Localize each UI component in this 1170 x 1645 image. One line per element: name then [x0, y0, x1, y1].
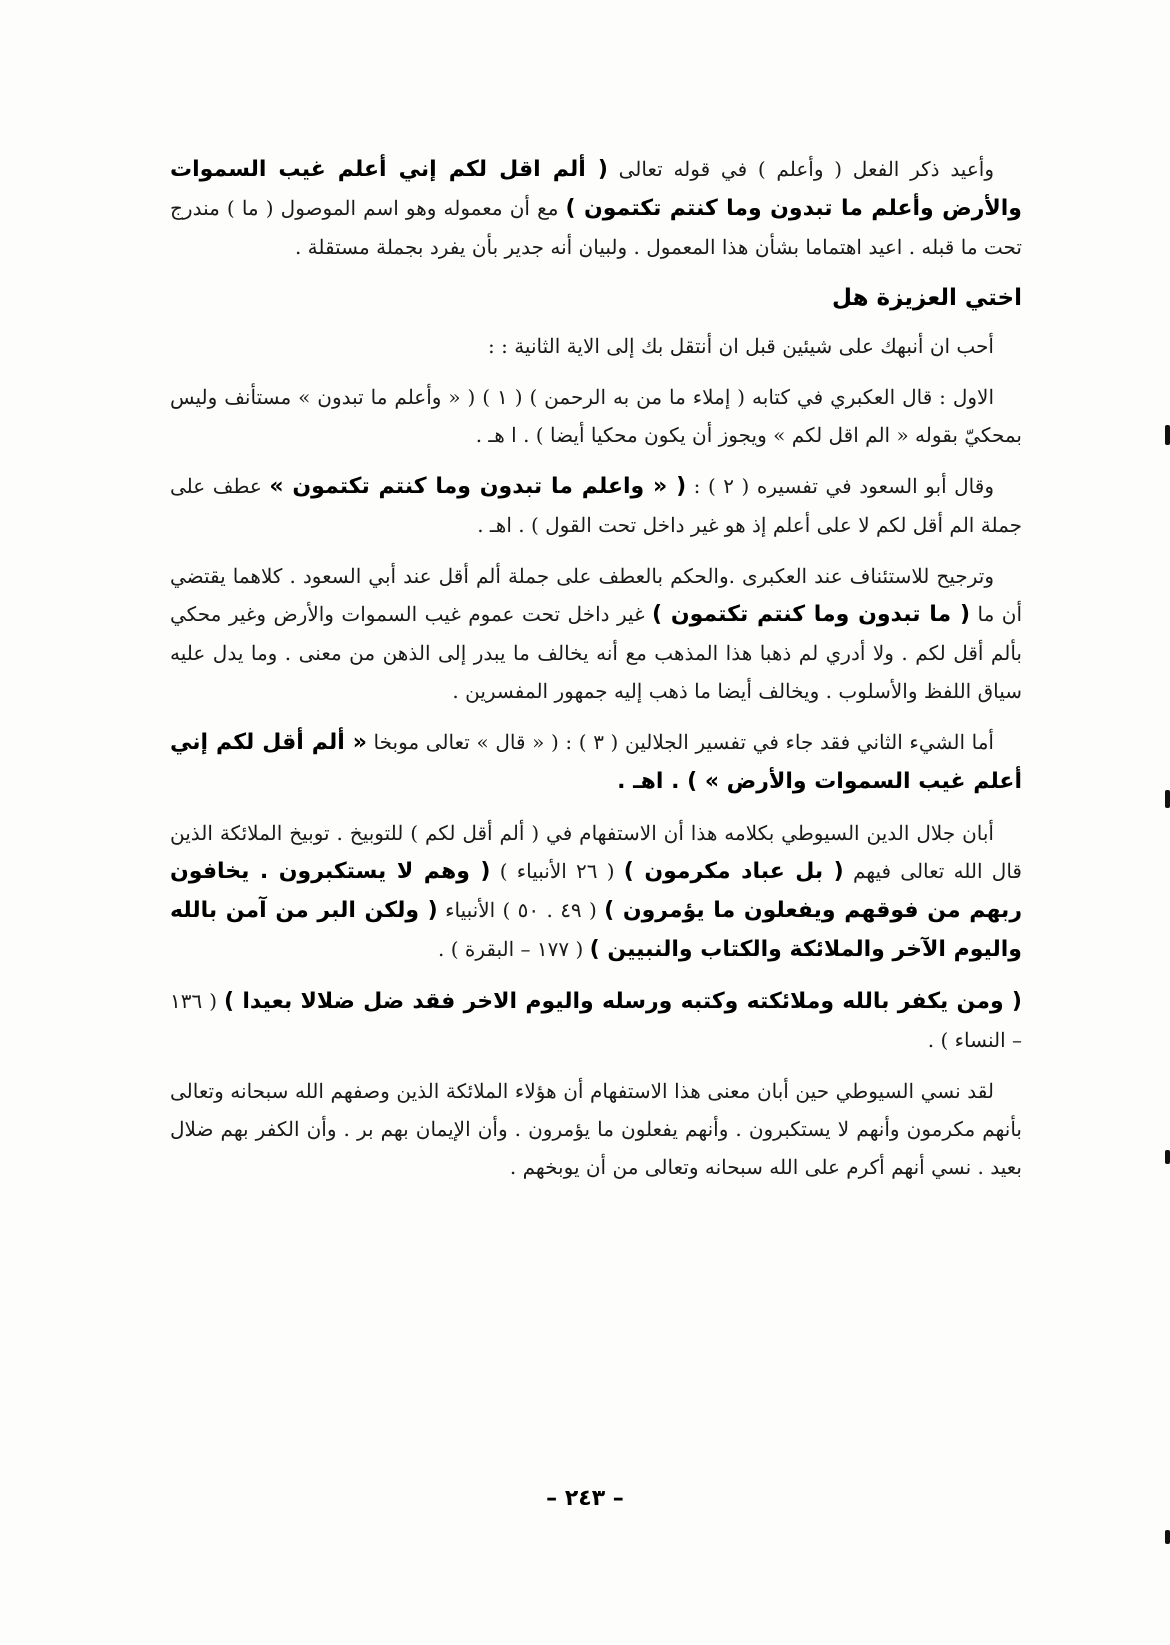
scan-edge-mark — [1165, 1530, 1170, 1544]
paragraph-text: أبان جلال الدين السيوطي بكلامه هذا أن الاستفهام في ( ألم أقل لكم ) للتوبيخ . توبيخ الملائكة الذين قال الله تعالى فيهم — [170, 821, 1022, 883]
paragraph-text: وقال أبو السعود في تفسيره ( ٢ ) : — [686, 474, 994, 498]
paragraph — [170, 982, 1022, 1059]
quran-quote: ( ولكن البر من آمن بالله واليوم الآخر والملائكة والكتاب والنبيين ) — [170, 898, 1022, 962]
quran-quote: ( « واعلم ما تبدون وما كنتم تكتمون » — [269, 474, 687, 499]
paragraph — [170, 467, 1022, 544]
page-body — [170, 150, 1022, 1199]
quran-quote: ( ومن يكفر بالله وملائكته وكتبه ورسله واليوم الاخر فقد ضل ضلالا بعيدا ) — [224, 989, 1022, 1014]
verse-reference: ( ٢٦ الأنبياء ) — [490, 859, 624, 883]
paragraph-text: عطف على جملة الم أقل لكم لا على أعلم إذ هو غير داخل تحت القول ) . اهـ . — [170, 474, 1022, 537]
paragraph-text: أما الشيء الثاني فقد جاء في تفسير الجلالين ( ٣ ) : ( « قال » تعالى موبخا — [366, 730, 994, 754]
verse-reference: ( ٤٩ . ٥٠ ) الأنبياء — [437, 898, 605, 922]
paragraph-text: وأعيد ذكر الفعل ( وأعلم ) في قوله تعالى — [607, 157, 994, 181]
quran-quote: ( وهم لا يستكبرون . يخافون ربهم من فوقهم ويفعلون ما يؤمرون ) — [170, 859, 1022, 923]
quran-quote: ( ألم اقل لكم إني أعلم غيب السموات والأرض وأعلم ما تبدون وما كنتم تكتمون ) — [170, 157, 1022, 221]
paragraph-text: وترجيح للاستئناف عند العكبرى .والحكم بالعطف على جملة ألم أقل عند أبي السعود . كلاهما يقتضي أن ما — [170, 564, 1023, 626]
paragraph-text: غير داخل تحت عموم غيب السموات والأرض وغير محكي بألم أقل لكم . ولا أدري لم ذهبا هذا المذهب مع أنه يخالف ما يبدر إلى الذهن من معنى . وما يدل عليه سياق اللفظ والأسلوب . ويخالف أيضا ما ذهب إليه جمهور المفسرين . — [170, 602, 1022, 703]
verse-reference: ( ١٣٦ – النساء ) . — [170, 989, 1022, 1052]
paragraph — [170, 723, 1022, 801]
page-number: – ٢٤٣ – — [546, 1486, 624, 1511]
paragraph: أحب ان أنبهك على شيئين قبل ان أنتقل بك إلى الاية الثانية : : — [488, 334, 994, 358]
paragraph — [170, 814, 1022, 969]
paragraph — [170, 150, 1022, 266]
section-heading: اختي العزيزة هل — [832, 285, 1022, 311]
scan-edge-mark — [1165, 790, 1170, 808]
paragraph-text: مع أن معموله وهو اسم الموصول ( ما ) مندرج تحت ما قبله . اعيد اهتماما بشأن هذا المعمول . ولبيان أنه جدير بأن يفرد بجملة مستقلة . — [170, 196, 1022, 259]
paragraph — [170, 557, 1022, 710]
scan-edge-mark — [1165, 1150, 1170, 1164]
paragraph: الاول : قال العكبري في كتابه ( إملاء ما من به الرحمن ) ( ١ ) ( « وأعلم ما تبدون » مستأنف وليس بمحكيّ بقوله « الم اقل لكم » ويجوز أن يكون محكيا أيضا ) . ا هـ . — [170, 385, 1022, 447]
scan-edge-mark — [1165, 425, 1170, 445]
verse-reference: ( ١٧٧ – البقرة ) . — [437, 937, 590, 961]
quran-quote: ( بل عباد مكرمون ) — [623, 859, 844, 884]
paragraph: لقد نسي السيوطي حين أبان معنى هذا الاستفهام أن هؤلاء الملائكة الذين وصفهم الله سبحانه وتعالى بأنهم مكرمون وأنهم لا يستكبرون . وأنهم يفعلون ما يؤمرون . وأن الإيمان بهم بر . وأن الكفر بهم ضلال بعيد . نسي أنهم أكرم على الله سبحانه وتعالى من أن يوبخهم . — [170, 1079, 1022, 1179]
quran-quote: ( ما تبدون وما كنتم تكتمون ) — [652, 602, 970, 627]
quran-quote: « ألم أقل لكم إني أعلم غيب السموات والأرض » ) . اهـ . — [170, 730, 1022, 794]
